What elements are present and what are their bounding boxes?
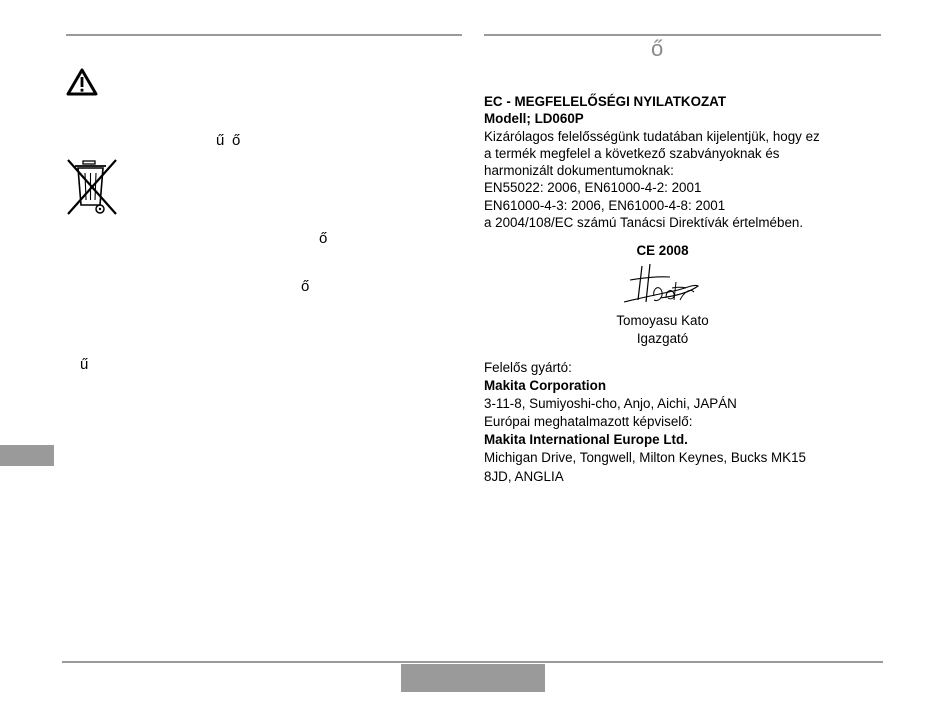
top-rule-left xyxy=(66,34,462,36)
representative-address-line: 8JD, ANGLIA xyxy=(484,468,564,484)
side-language-tab xyxy=(0,445,54,466)
declaration-line: harmonizált dokumentumoknak: xyxy=(484,163,674,179)
warning-triangle-icon xyxy=(66,68,98,96)
declaration-model: Modell; LD060P xyxy=(484,111,584,127)
stray-glyph: ű xyxy=(80,356,89,373)
top-rule-right xyxy=(484,34,881,36)
representative-address-line: Michigan Drive, Tongwell, Milton Keynes, Bucks MK15 xyxy=(484,450,807,466)
representative-company: Makita International Europe Ltd. xyxy=(484,432,688,448)
stray-glyph: ő xyxy=(232,132,241,149)
declaration-line: a 2004/108/EC számú Tanácsi Direktívák értelmében. xyxy=(484,215,804,231)
ce-mark: CE 2008 xyxy=(636,243,689,258)
stray-glyph: ő xyxy=(301,278,310,295)
manufacturer-label: Felelős gyártó: xyxy=(484,360,572,375)
declaration-line: EN55022: 2006, EN61000-4-2: 2001 xyxy=(484,180,702,196)
manufacturer-block xyxy=(484,359,884,486)
representative-label: Európai meghatalmazott képviselő: xyxy=(484,414,693,430)
declaration-line: Kizárólagos felelősségünk tudatában kijelentjük, hogy ez xyxy=(484,128,820,144)
declaration-title: EC - MEGFELELŐSÉGI NYILATKOZAT xyxy=(484,94,727,109)
page-number-tab xyxy=(401,664,545,692)
signature xyxy=(620,262,702,306)
manufacturer-company: Makita Corporation xyxy=(484,378,607,394)
bottom-rule xyxy=(62,661,883,663)
ec-declaration xyxy=(484,93,884,231)
signatory-title: Igazgató xyxy=(636,331,689,346)
manufacturer-address: 3-11-8, Sumiyoshi-cho, Anjo, Aichi, JAPÁN xyxy=(484,396,737,412)
stray-glyph: ű xyxy=(216,132,225,149)
declaration-line: EN61000-4-3: 2006, EN61000-4-8: 2001 xyxy=(484,197,726,213)
declaration-line: a termék megfelel a következő szabványoknak és xyxy=(484,145,780,161)
stray-glyph: ő xyxy=(319,230,328,247)
header-glyph: ő xyxy=(651,36,664,61)
signatory-name: Tomoyasu Kato xyxy=(616,313,709,328)
crossed-out-wheelie-bin-icon xyxy=(66,158,118,216)
